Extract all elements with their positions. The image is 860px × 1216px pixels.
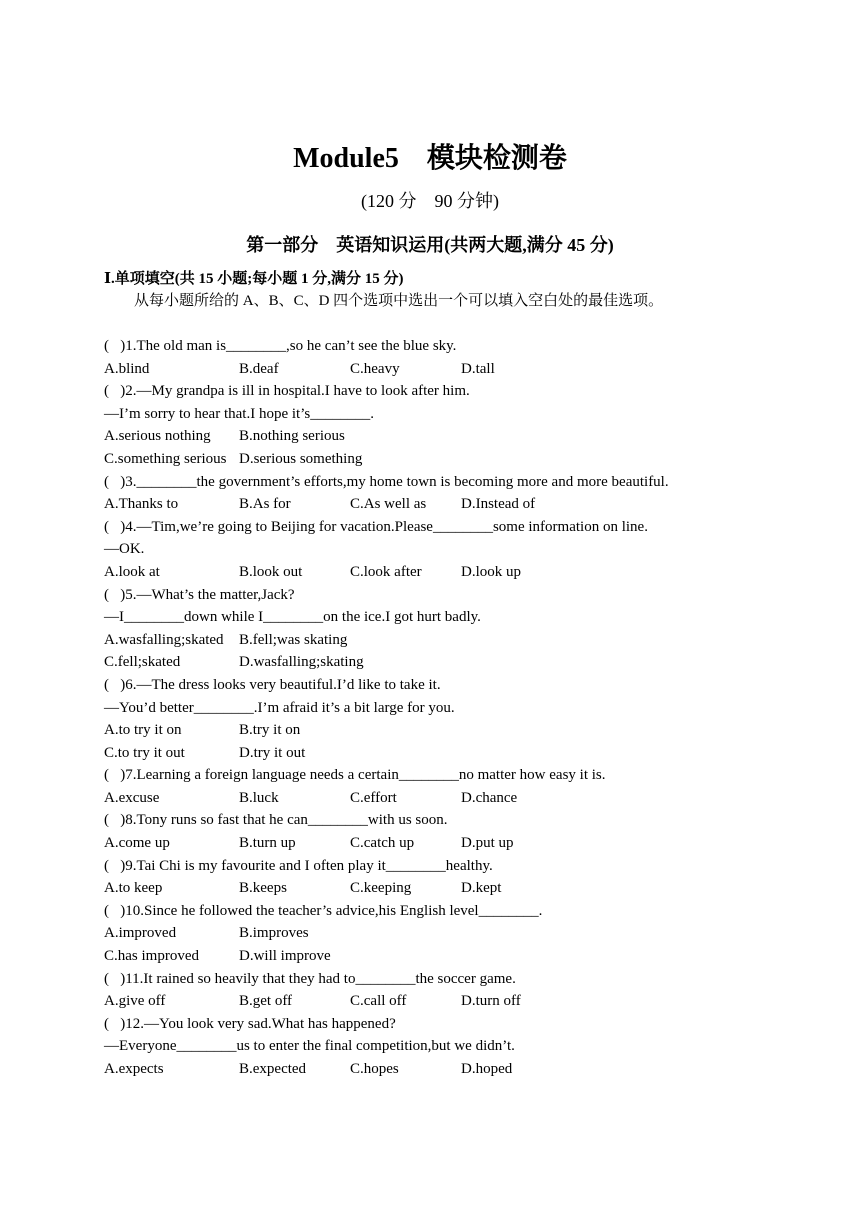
answer-option: C.keeping	[350, 880, 412, 897]
answer-options-row	[104, 651, 804, 674]
answer-option: C.call off	[350, 993, 407, 1010]
answer-option: D.tall	[461, 360, 495, 377]
question-list	[104, 335, 804, 1081]
part-heading: 第一部分 英语知识运用(共两大题,满分 45 分)	[246, 235, 614, 255]
answer-options-row	[104, 877, 804, 900]
answer-option: A.come up	[104, 835, 170, 852]
answer-option: B.deaf	[239, 360, 279, 377]
answer-option: A.give off	[104, 993, 166, 1010]
question-line: ( )8.Tony runs so fast that he can________with us soon.	[104, 812, 448, 829]
answer-option: D.hoped	[461, 1061, 513, 1077]
answer-option: D.look up	[461, 563, 521, 580]
answer-option: C.catch up	[350, 835, 415, 852]
answer-option: A.serious nothing	[104, 428, 211, 445]
question-line: ( )3.________the government’s efforts,my home town is becoming more and more beautiful.	[104, 473, 669, 490]
answer-option: A.Thanks to	[104, 496, 179, 513]
question-line: ( )10.Since he followed the teacher’s advice,his English level________.	[104, 902, 543, 919]
question-line: ( )1.The old man is________,so he can’t see the blue sky.	[104, 338, 457, 354]
answer-options-row	[104, 358, 804, 381]
answer-option: D.try it out	[239, 744, 306, 761]
answer-options-row	[104, 1058, 804, 1081]
answer-option: B.As for	[239, 496, 291, 513]
answer-option: A.look at	[104, 563, 160, 580]
question-line: —I’m sorry to hear that.I hope it’s________.	[104, 405, 374, 422]
answer-option: B.get off	[239, 993, 293, 1010]
answer-option: C.look after	[350, 563, 422, 580]
question-line: ( )6.—The dress looks very beautiful.I’d like to take it.	[104, 676, 441, 693]
answer-option: B.expected	[239, 1061, 307, 1077]
answer-options-row	[104, 719, 804, 742]
answer-option: D.wasfalling;skating	[239, 654, 364, 671]
answer-option: A.excuse	[104, 789, 160, 806]
answer-options-row	[104, 990, 804, 1013]
question-line: ( )2.—My grandpa is ill in hospital.I have to look after him.	[104, 383, 470, 400]
answer-option: A.blind	[104, 360, 150, 377]
answer-option: C.something serious	[104, 450, 227, 467]
answer-options-row	[104, 425, 804, 448]
question-line: ( )4.—Tim,we’re going to Beijing for vacation.Please________some information on line.	[104, 518, 648, 535]
answer-option: C.effort	[350, 789, 397, 806]
answer-option: C.hopes	[350, 1061, 399, 1077]
question-line: ( )5.—What’s the matter,Jack?	[104, 586, 295, 603]
answer-option: D.kept	[461, 880, 502, 897]
answer-options-row	[104, 742, 804, 765]
answer-option: B.luck	[239, 789, 279, 806]
answer-option: B.look out	[239, 563, 303, 580]
answer-option: D.chance	[461, 789, 518, 806]
answer-option: D.will improve	[239, 948, 331, 965]
answer-option: B.improves	[239, 925, 309, 942]
answer-options-row	[104, 448, 804, 471]
question-line: —You’d better________.I’m afraid it’s a bit large for you.	[104, 699, 455, 716]
section-instruction: 从每小题所给的 A、B、C、D 四个选项中选出一个可以填入空白处的最佳选项。	[134, 293, 664, 309]
answer-option: D.serious something	[239, 450, 363, 467]
answer-option: C.fell;skated	[104, 654, 181, 671]
answer-options-row	[104, 832, 804, 855]
answer-options-row	[104, 945, 804, 968]
question-line: —Everyone________us to enter the final competition,but we didn’t.	[104, 1038, 515, 1055]
answer-options-row	[104, 787, 804, 810]
answer-option: D.Instead of	[461, 496, 536, 513]
score-time-subtitle: (120 分 90 分钟)	[361, 191, 499, 211]
answer-option: A.expects	[104, 1061, 164, 1077]
answer-option: B.turn up	[239, 835, 296, 852]
answer-option: A.wasfalling;skated	[104, 631, 224, 648]
answer-options-row	[104, 561, 804, 584]
answer-option: D.turn off	[461, 993, 521, 1010]
answer-option: C.heavy	[350, 360, 400, 377]
answer-option: C.As well as	[350, 496, 427, 513]
question-line: ( )7.Learning a foreign language needs a certain________no matter how easy it is.	[104, 767, 606, 784]
question-line: —I________down while I________on the ice.I got hurt badly.	[104, 609, 481, 626]
question-line: ( )12.—You look very sad.What has happened?	[104, 1015, 396, 1032]
answer-option: B.keeps	[239, 880, 287, 897]
section-heading: Ⅰ.单项填空(共 15 小题;每小题 1 分,满分 15 分)	[104, 271, 404, 287]
answer-options-row	[104, 629, 804, 652]
answer-option: A.to keep	[104, 880, 163, 897]
question-line: —OK.	[104, 541, 145, 558]
answer-option: B.fell;was skating	[239, 631, 348, 648]
question-line: ( )9.Tai Chi is my favourite and I often play it________healthy.	[104, 857, 493, 874]
answer-option: C.has improved	[104, 948, 199, 965]
answer-options-row	[104, 922, 804, 945]
answer-option: B.nothing serious	[239, 428, 345, 445]
answer-option: A.improved	[104, 925, 177, 942]
page-title: Module5 模块检测卷	[293, 143, 567, 174]
answer-options-row	[104, 493, 804, 516]
answer-option: C.to try it out	[104, 744, 185, 761]
answer-option: D.put up	[461, 835, 514, 852]
answer-option: B.try it on	[239, 722, 301, 739]
question-line: ( )11.It rained so heavily that they had to________the soccer game.	[104, 970, 516, 987]
answer-option: A.to try it on	[104, 722, 182, 739]
